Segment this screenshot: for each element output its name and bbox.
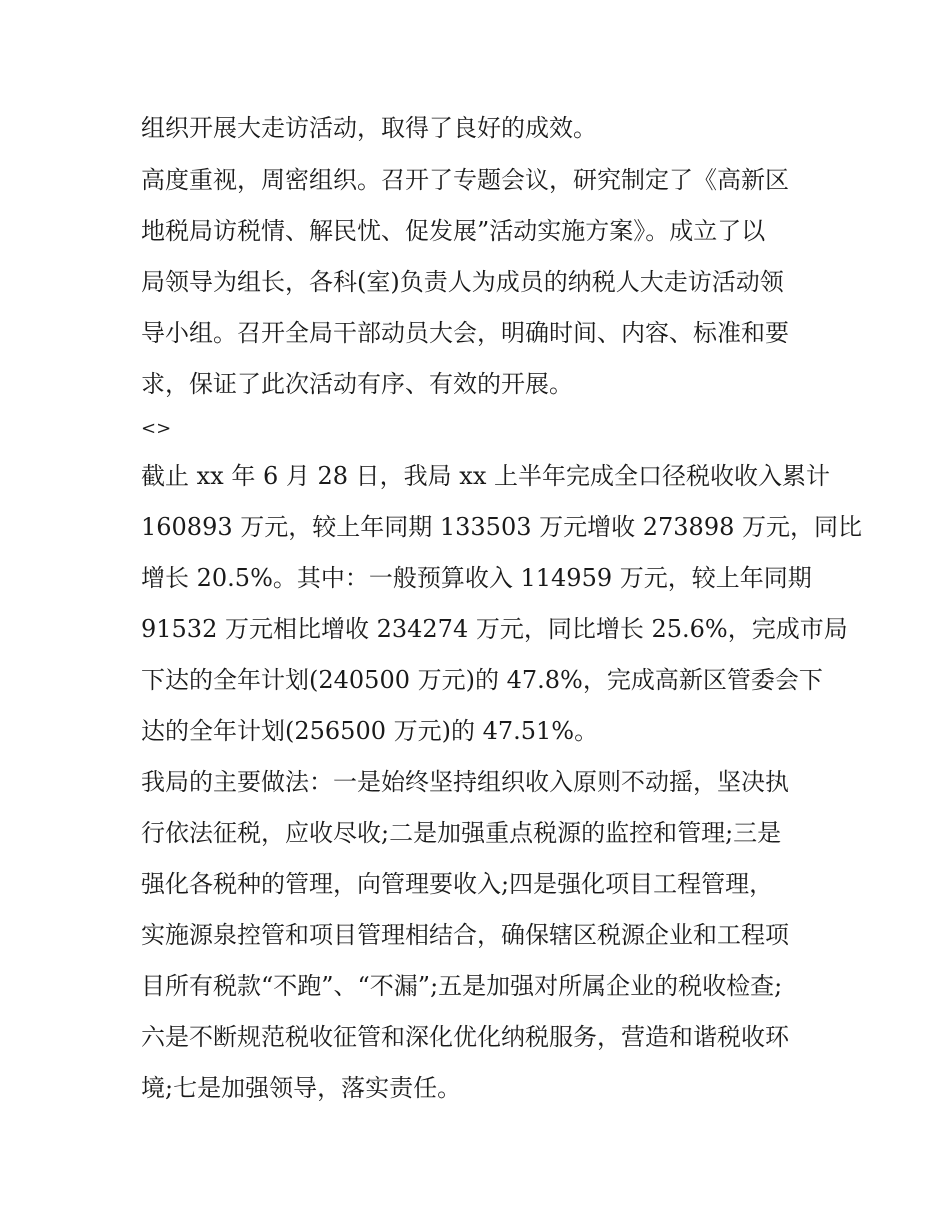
paragraph-organization-line-3: 局领导为组长，各科(室)负责人为成员的纳税人大走访活动领 — [141, 268, 784, 296]
paragraph-measures-line-6: 六是不断规范税收征管和深化优化纳税服务，营造和谐税收环 — [141, 1023, 789, 1051]
paragraph-measures-line-2: 行依法征税，应收尽收;二是加强重点税源的监控和管理;三是 — [141, 819, 782, 847]
paragraph-organization-line-1: 高度重视，周密组织。召开了专题会议，研究制定了《高新区 — [141, 166, 789, 194]
paragraph-revenue-line-2: 160893 万元，较上年同期 133503 万元增收 273898 万元，同比 — [141, 513, 862, 541]
paragraph-organization-line-4: 导小组。召开全局干部动员大会，明确时间、内容、标准和要 — [141, 319, 789, 347]
paragraph-revenue-line-4: 91532 万元相比增收 234274 万元，同比增长 25.6%，完成市局 — [141, 615, 848, 643]
paragraph-measures-line-4: 实施源泉控管和项目管理相结合，确保辖区税源企业和工程项 — [141, 921, 789, 949]
section-marker: <> — [141, 418, 172, 439]
paragraph-revenue-line-5: 下达的全年计划(240500 万元)的 47.8%，完成高新区管委会下 — [141, 666, 823, 694]
paragraph-revenue-line-1: 截止 xx 年 6 月 28 日，我局 xx 上半年完成全口径税收收入累计 — [141, 462, 830, 490]
paragraph-organization-line-5: 求，保证了此次活动有序、有效的开展。 — [141, 370, 573, 398]
paragraph-revenue-line-6: 达的全年计划(256500 万元)的 47.51%。 — [141, 717, 599, 745]
paragraph-organization-line-2: 地税局访税情、解民忧、促发展”活动实施方案》。成立了以 — [141, 217, 766, 245]
paragraph-measures-line-3: 强化各税种的管理，向管理要收入;四是强化项目工程管理， — [141, 870, 774, 898]
paragraph-measures-line-1: 我局的主要做法：一是始终坚持组织收入原则不动摇，坚决执 — [141, 768, 789, 796]
paragraph-intro-line-1: 组织开展大走访活动，取得了良好的成效。 — [141, 114, 597, 142]
paragraph-revenue-line-3: 增长 20.5%。其中：一般预算收入 114959 万元，较上年同期 — [141, 564, 812, 592]
paragraph-measures-line-7: 境;七是加强领导，落实责任。 — [141, 1074, 462, 1102]
paragraph-measures-line-5: 目所有税款“不跑”、“不漏”;五是加强对所属企业的税收检查; — [141, 972, 783, 1000]
